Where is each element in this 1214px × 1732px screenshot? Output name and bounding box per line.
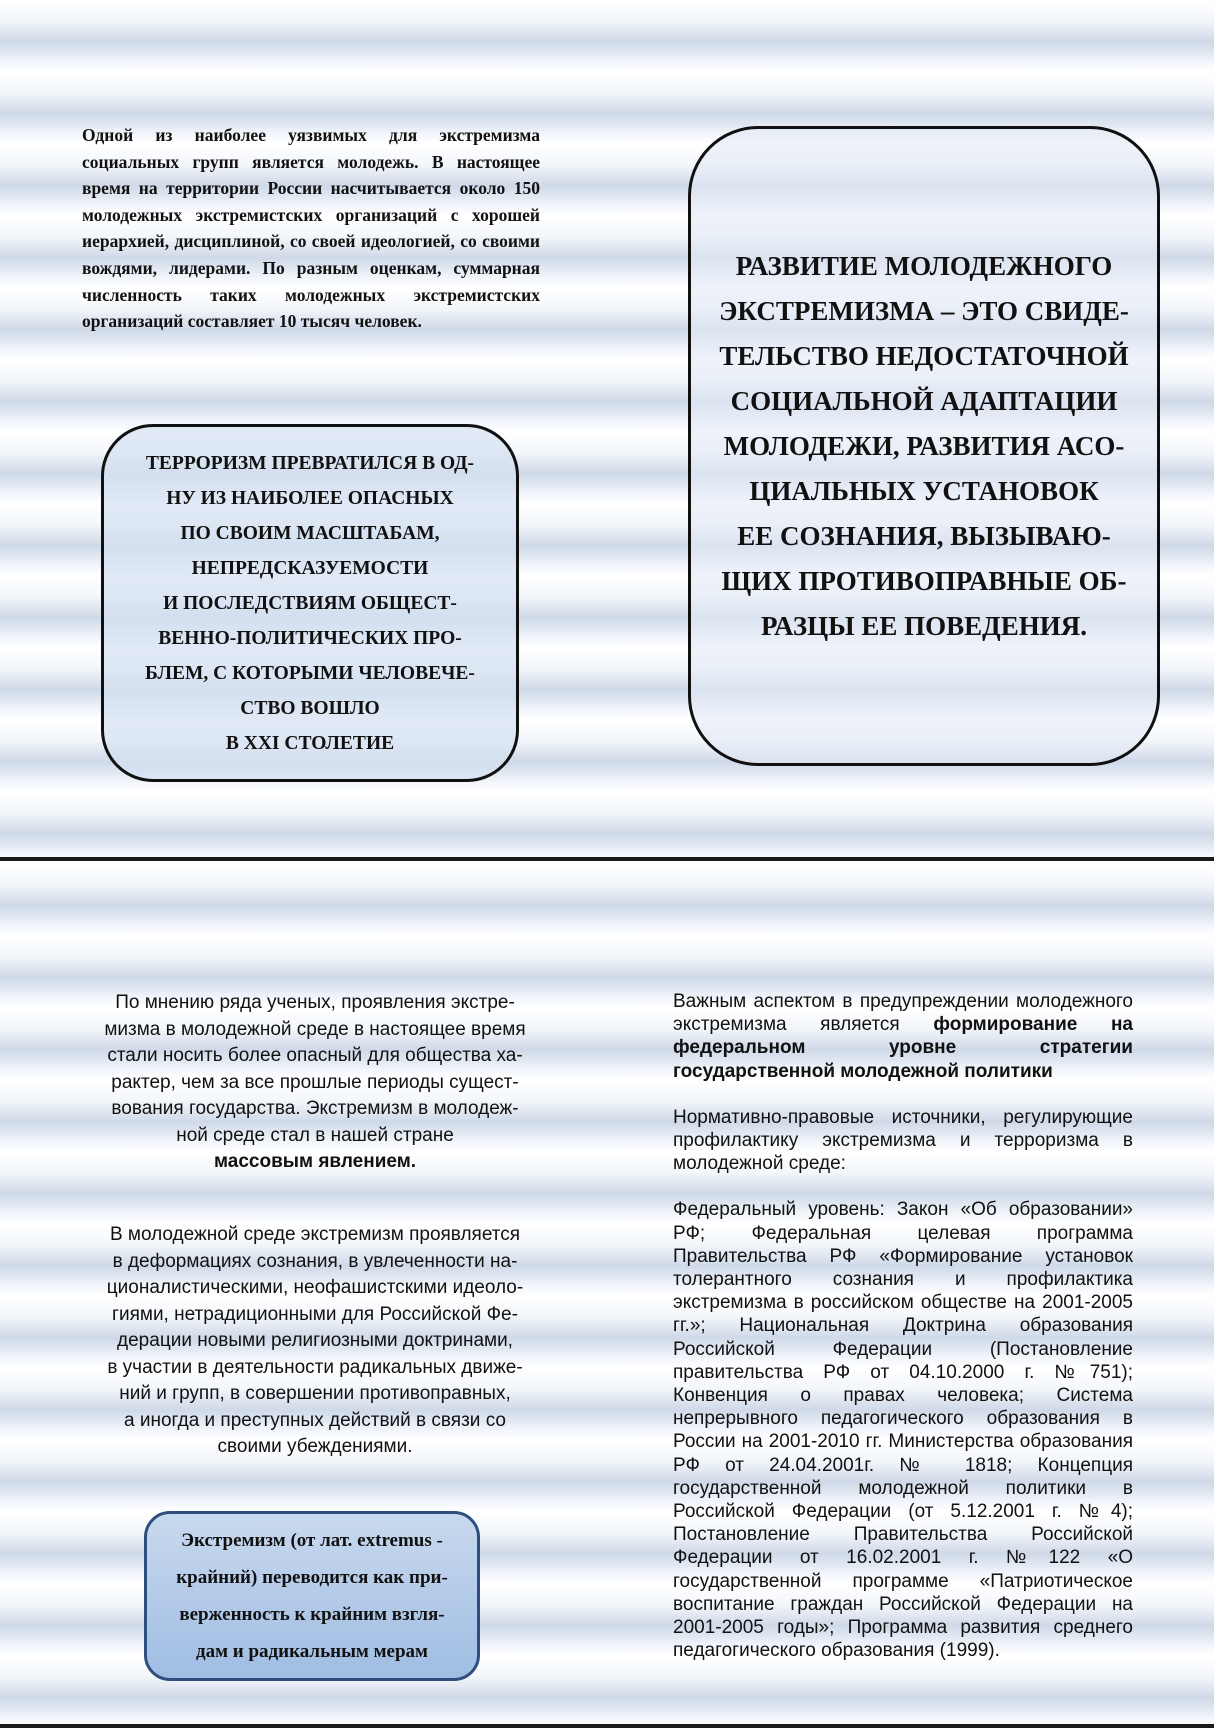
youth-line: ЦИАЛЬНЫХ УСТАНОВОК — [749, 475, 1099, 506]
extremism-definition-box — [144, 1511, 480, 1681]
terrorism-line: ВЕННО-ПОЛИТИЧЕСКИХ ПРО- — [158, 627, 462, 649]
youth-extremism-callout-text — [719, 244, 1129, 649]
mass-phenomenon-emphasis: массовым явлением. — [213, 1151, 417, 1172]
definition-line: дам и радикальным мерам — [195, 1641, 428, 1662]
text-line: гиями, нетрадиционными для Российской Фе- — [112, 1303, 518, 1325]
text-line: а иногда и преступных действий в связи со — [124, 1409, 506, 1431]
terrorism-callout-text — [145, 446, 475, 761]
youth-extremism-callout-box — [688, 126, 1160, 766]
manifestations-paragraph — [85, 1222, 545, 1461]
youth-line: ЩИХ ПРОТИВОПРАВНЫЕ ОБ- — [721, 565, 1127, 596]
text-line: ний и групп, в совершении противоправных, — [119, 1383, 511, 1404]
youth-line: РАЗВИТИЕ МОЛОДЕЖНОГО — [735, 250, 1113, 281]
terrorism-line: И ПОСЛЕДСТВИЯМ ОБЩЕСТ- — [163, 592, 457, 614]
youth-line: СОЦИАЛЬНОЙ АДАПТАЦИИ — [730, 385, 1118, 416]
text-line: мизма в молодежной среде в настоящее время — [104, 1018, 526, 1040]
terrorism-line: В XXI СТОЛЕТИЕ — [225, 732, 395, 754]
text-line: ционалистическими, неофашистскими идеоло- — [106, 1277, 524, 1298]
youth-line: МОЛОДЕЖИ, РАЗВИТИЯ АСО- — [723, 430, 1125, 461]
definition-line: Экстремизм (от лат. extremus - — [181, 1530, 443, 1551]
text-line: По мнению ряда ученых, проявления экстре- — [115, 992, 515, 1013]
terrorism-line: БЛЕМ, С КОТОРЫМИ ЧЕЛОВЕЧЕ- — [145, 662, 475, 684]
text-line: в участии в деятельности радикальных движе- — [107, 1356, 523, 1378]
terrorism-line: ТЕРРОРИЗМ ПРЕВРАТИЛСЯ В ОД- — [145, 452, 475, 474]
text-line: ной среде стал в нашей стране — [176, 1124, 454, 1146]
terrorism-callout-box — [101, 424, 519, 782]
terrorism-line: НЕПРЕДСКАЗУЕМОСТИ — [191, 557, 429, 579]
page-divider — [0, 1724, 1214, 1728]
youth-line: ТЕЛЬСТВО НЕДОСТАТОЧНОЙ — [719, 340, 1129, 371]
youth-line: ЕЕ СОЗНАНИЯ, ВЫЗЫВАЮ- — [737, 520, 1111, 551]
policy-aspect-paragraph — [673, 990, 1133, 1083]
text-line: В молодежной среде экстремизм проявляется — [109, 1224, 521, 1245]
policy-aspect-text: Важным аспектом в предупреждении молодежного экстремизма является — [673, 991, 1133, 1036]
terrorism-line: НУ ИЗ НАИБОЛЕЕ ОПАСНЫХ — [166, 487, 454, 509]
intro-paragraph: Одной из наиболее уязвимых для экстремизма социальных групп является молодежь. В настоящее время на территории России насчитывается около 150 молодежных экстремистских организаций с хорошей иерархией, дисциплиной, со своей идеологией, со своими вождями, лидерами. По разным оценкам, суммарная численность таких молодежных экстремистских организаций составляет 10 тысяч человек. — [82, 125, 540, 332]
text-line: дерации новыми религиозными доктринами, — [117, 1330, 513, 1351]
page-divider — [0, 857, 1214, 861]
scholars-opinion-paragraph — [85, 990, 545, 1176]
text-line: своими убеждениями. — [217, 1436, 413, 1457]
youth-line: ЭКСТРЕМИЗМА – ЭТО СВИДЕ- — [719, 295, 1129, 326]
terrorism-line: СТВО ВОШЛО — [240, 697, 380, 719]
policy-strategy-emphasis: формирование на федеральном уровне стратегии государственной молодежной политики — [673, 1014, 1134, 1082]
definition-line: крайний) переводится как при- — [176, 1567, 448, 1588]
text-line: в деформациях сознания, в увлеченности на- — [112, 1250, 518, 1272]
extremism-definition-text — [176, 1522, 448, 1670]
text-line: рактер, чем за все прошлые периоды сущест- — [111, 1071, 519, 1093]
legal-sources-intro: Нормативно-правовые источники, регулирующие профилактику экстремизма и терроризма в молодежной среде: — [673, 1106, 1133, 1175]
text-line: вования государства. Экстремизм в молодеж- — [111, 1098, 519, 1119]
text-line: стали носить более опасный для общества ха- — [107, 1045, 523, 1066]
policy-column — [673, 990, 1133, 1685]
terrorism-line: ПО СВОИМ МАСШТАБАМ, — [180, 522, 440, 544]
definition-line: верженность к крайним взгля- — [179, 1604, 445, 1625]
federal-level-sources: Федеральный уровень: Закон «Об образовании» РФ; Федеральная целевая программа Правительства РФ «Формирование установок толерантного сознания и профилактика экстремизма в российском обществе на 2001-2005 гг.»; Национальная Доктрина образования Российской Федерации (Постановление правительства РФ от 04.10.2000 г. №751); Конвенция о правах человека; Система непрерывного педагогического образования в России на 2001-2010 гг. Министерства образования РФ от 24.04.2001г. № 1818; Концепция государственной молодежной политики в Российской Федерации (от 5.12.2001 г. №4); Постановление Правительства Российской Федерации от 16.02.2001 г. №122 «О государственной программе «Патриотическое воспитание граждан Российской Федерации на 2001-2005 годы»; Программа развития среднего педагогического образования (1999). — [673, 1199, 1133, 1662]
youth-line: РАЗЦЫ ЕЕ ПОВЕДЕНИЯ. — [760, 610, 1087, 641]
top-page — [0, 0, 1214, 858]
